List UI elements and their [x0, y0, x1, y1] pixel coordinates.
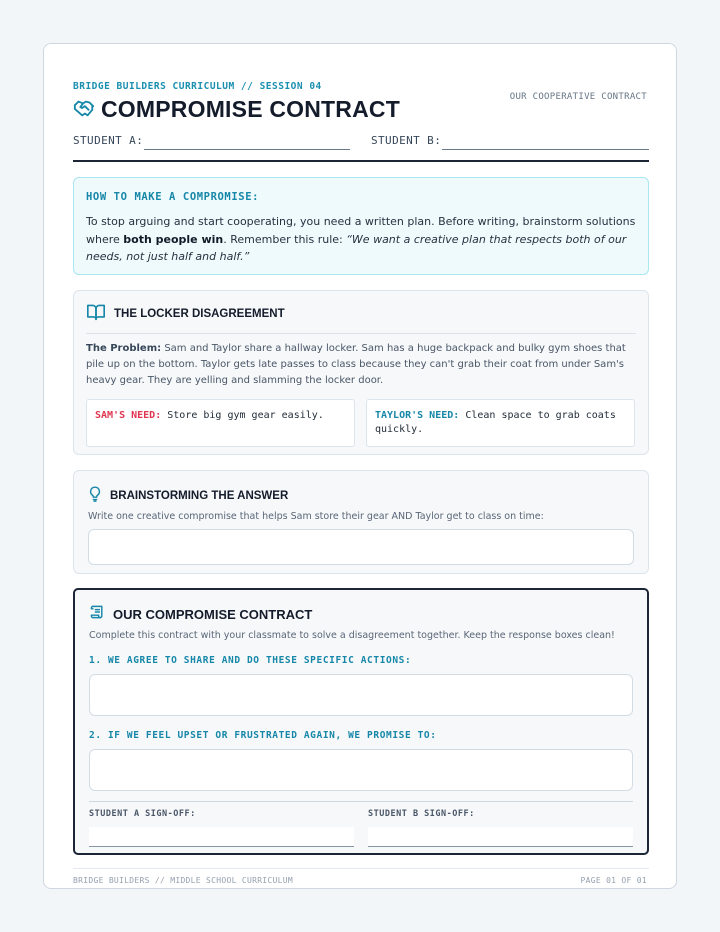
question-2-label: 2. IF WE FEEL UPSET OR FRUSTRATED AGAIN, WE PROMISE TO:: [89, 730, 437, 741]
student-a-label: STUDENT A:: [73, 134, 144, 147]
signoff-row: [89, 809, 633, 847]
locker-scenario-card: [73, 290, 649, 455]
sam-need-value: Store big gym gear easily.: [167, 410, 324, 421]
curriculum-eyebrow: BRIDGE BUILDERS CURRICULUM // SESSION 04: [73, 81, 322, 92]
sam-need-label: SAM'S NEED:: [95, 410, 162, 421]
header-divider: [73, 160, 649, 162]
contract-heading: OUR COMPROMISE CONTRACT: [113, 606, 313, 622]
footer-left: BRIDGE BUILDERS // MIDDLE SCHOOL CURRICULUM: [73, 876, 294, 885]
student-a-signoff: [89, 809, 354, 847]
student-a-field[interactable]: [144, 149, 350, 150]
compromise-contract-card: [73, 588, 649, 855]
brainstorm-card: [73, 470, 649, 574]
page-number: PAGE 01 OF 01: [580, 876, 647, 885]
worksheet-page: [43, 43, 677, 889]
intro-body: [86, 213, 636, 266]
student-b-label: STUDENT B:: [371, 134, 442, 147]
intro-callout: [73, 177, 649, 275]
taylor-need-box: [366, 399, 635, 447]
problem-description: [86, 341, 636, 389]
student-b-field[interactable]: [442, 149, 649, 150]
intro-text: To stop arguing and start cooperating, you need a written plan. Before writing, brainstorm solutions where: [86, 215, 636, 246]
question-1-label: 1. WE AGREE TO SHARE AND DO THESE SPECIFIC ACTIONS:: [89, 655, 412, 666]
brainstorm-instruction: Write one creative compromise that helps Sam store their gear AND Taylor get to class on time:: [88, 511, 544, 522]
brainstorm-answer-box[interactable]: [88, 529, 634, 565]
sam-need-box: [86, 399, 355, 447]
contract-header: [89, 604, 633, 624]
book-open-icon: [86, 303, 106, 325]
student-b-signoff: [368, 809, 633, 847]
problem-label: The Problem:: [86, 343, 162, 354]
scroll-icon: [89, 604, 105, 624]
question-1-answer-box[interactable]: [89, 674, 633, 716]
student-b-signoff-label: STUDENT B SIGN-OFF:: [368, 809, 475, 819]
title-row: [73, 96, 400, 123]
locker-card-header: [86, 303, 636, 334]
locker-heading: THE LOCKER DISAGREEMENT: [114, 308, 285, 320]
student-names-row: [73, 134, 649, 152]
brainstorm-heading: BRAINSTORMING THE ANSWER: [110, 490, 289, 502]
student-b-signoff-field[interactable]: [368, 827, 633, 847]
header-right-label: OUR COOPERATIVE CONTRACT: [509, 92, 647, 102]
student-a-signoff-field[interactable]: [89, 827, 354, 847]
question-2-answer-box[interactable]: [89, 749, 633, 791]
problem-text: Sam and Taylor share a hallway locker. Sam has a huge backpack and bulky gym shoes that pile up on the bottom. Taylor gets late passes to class because they can't grab their coat from under Sam's heavy gear. They are yelling and slamming the locker door.: [86, 343, 626, 386]
brainstorm-header: [88, 486, 634, 506]
intro-quote: “We want a creative plan that respects both of our needs, not just half and half.”: [86, 232, 627, 263]
signoff-divider: [89, 801, 633, 802]
intro-heading: HOW TO MAKE A COMPROMISE:: [86, 191, 260, 203]
contract-instruction: Complete this contract with your classmate to solve a disagreement together. Keep the response boxes clean!: [89, 630, 615, 641]
taylor-need-value: Clean space to grab coats quickly.: [375, 410, 616, 435]
page-title: COMPROMISE CONTRACT: [101, 96, 400, 122]
student-a-signoff-label: STUDENT A SIGN-OFF:: [89, 809, 196, 819]
lightbulb-icon: [88, 486, 102, 506]
intro-bold: both people win: [123, 232, 224, 246]
handshake-icon: [73, 97, 95, 123]
taylor-need-label: TAYLOR'S NEED:: [375, 410, 460, 421]
intro-text-mid: . Remember this rule:: [223, 232, 343, 246]
footer-divider: [73, 868, 649, 869]
needs-row: [86, 399, 636, 447]
